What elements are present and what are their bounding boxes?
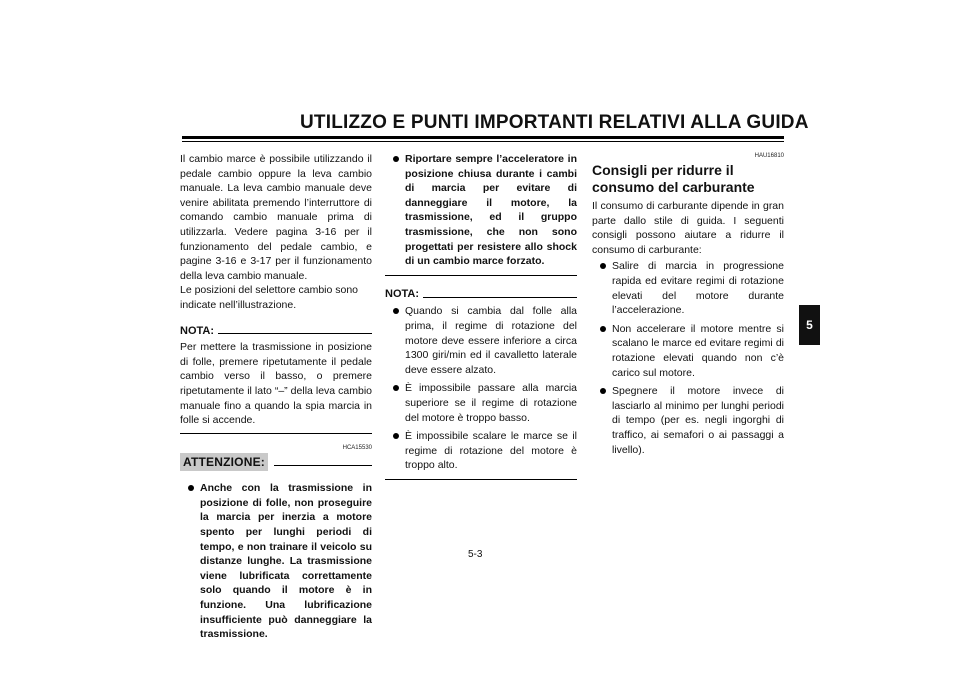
bullet-icon (600, 388, 606, 394)
column-middle (385, 152, 577, 480)
list-item-text: Non accelerare il motore mentre si scalano le marce ed evitare regimi di rotazione elevati quando non c’è carico sul motore. (612, 322, 784, 379)
bullet-icon (393, 308, 399, 314)
nota-rule (423, 297, 577, 298)
list-item (393, 381, 577, 425)
nota-rule (218, 333, 372, 334)
page-title: UTILIZZO E PUNTI IMPORTANTI RELATIVI ALLA GUIDA (300, 112, 809, 133)
bullet-icon (600, 326, 606, 332)
bullet-icon (393, 156, 399, 162)
caution-bullet-continued (393, 152, 577, 269)
list-item (393, 429, 577, 473)
nota-header (385, 287, 577, 302)
bullet-icon (393, 433, 399, 439)
caution-text-continued: Riportare sempre l’acceleratore in posizione chiusa durante i cambi di marcia per evitare di danneggiare il motore, la trasmissione, ed il gruppo trasmissione, che non sono progettati per resistere allo shock di un cambio marce forzato. (405, 153, 577, 268)
list-item-text: È impossibile passare alla marcia superiore se il regime di rotazione del motore è troppo basso. (405, 382, 577, 424)
fuel-intro: Il consumo di carburante dipende in gran parte dallo stile di guida. I seguenti consigli possono aiutare a ridurre il consumo di carburante: (592, 200, 784, 256)
list-item (393, 304, 577, 377)
chapter-tab: 5 (799, 305, 820, 345)
caution-end-rule (385, 275, 577, 276)
selector-positions-paragraph: Le posizioni del selettore cambio sono indicate nell’illustrazione. (180, 284, 359, 311)
caution-bullet (188, 481, 372, 642)
bullet-icon (393, 385, 399, 391)
caution-text: Anche con la trasmissione in posizione di folle, non proseguire la marcia per inerzia a motore spento per lunghi periodi di tempo, e non trainare il veicolo su distanze lunghe. La trasmissione viene lubrificata correttamente solo quando il motore è in funzione. Una lubrificazione insufficiente può danneggiare la trasmissione. (200, 482, 372, 641)
fuel-tips-list (600, 259, 784, 457)
list-item-text: Spegnere il motore invece di lasciarlo al minimo per lunghi periodi di tempo (per es. negli ingorghi di traffico, ai semafori o ai passaggi a livello). (612, 385, 784, 456)
caution-label: ATTENZIONE: (180, 453, 268, 472)
nota-text: Per mettere la trasmissione in posizione di folle, premere ripetutamente il pedale cambio verso il basso, o premere ripetutamente il lato “–” della leva cambio manuale fino a quando la spia marcia in folle si accende. (180, 341, 372, 427)
nota-end-rule (180, 433, 372, 434)
section-code: HAU16810 (754, 153, 784, 159)
list-item (600, 259, 784, 317)
list-item-text: Quando si cambia dal folle alla prima, il regime di rotazione del motore deve essere inferiore a circa 1300 giri/min ed il cavalletto laterale deve essere alzato. (405, 305, 577, 376)
nota-bullet-list (393, 304, 577, 473)
nota-label: NOTA: (385, 287, 420, 300)
nota-label: NOTA: (180, 324, 215, 337)
title-rule-thin (182, 141, 784, 142)
bullet-icon (600, 263, 606, 269)
list-item-text: Salire di marcia in progressione rapida ed evitare regimi di rotazione elevati del motore durante l’accelerazione. (612, 260, 784, 317)
section-heading: Consigli per ridurre il consumo del carburante (592, 162, 755, 195)
list-item-text: È impossibile scalare le marce se il regime di rotazione del motore è troppo alto. (405, 430, 577, 472)
gearshift-paragraph: Il cambio marce è possibile utilizzando il pedale cambio oppure la leva cambio manuale. La leva cambio manuale deve venire abilitata premendo l’interruttore di comando cambio manuale prima di utilizzarla. Vedere pagina 3-16 per il funzionamento del pedale cambio, e pagine 3-16 e 3-17 per il funzionamento della leva cambio manuale. (180, 153, 372, 282)
title-rule (182, 136, 784, 139)
list-item (600, 322, 784, 380)
column-right (592, 152, 784, 457)
caution-rule (274, 465, 372, 466)
caution-header (180, 453, 372, 472)
caution-code: HCA15530 (342, 444, 372, 451)
list-item (600, 384, 784, 457)
page-number: 5-3 (468, 549, 483, 560)
column-left (180, 152, 372, 642)
nota-end-rule (385, 479, 577, 480)
bullet-icon (188, 485, 194, 491)
nota-header (180, 324, 372, 339)
